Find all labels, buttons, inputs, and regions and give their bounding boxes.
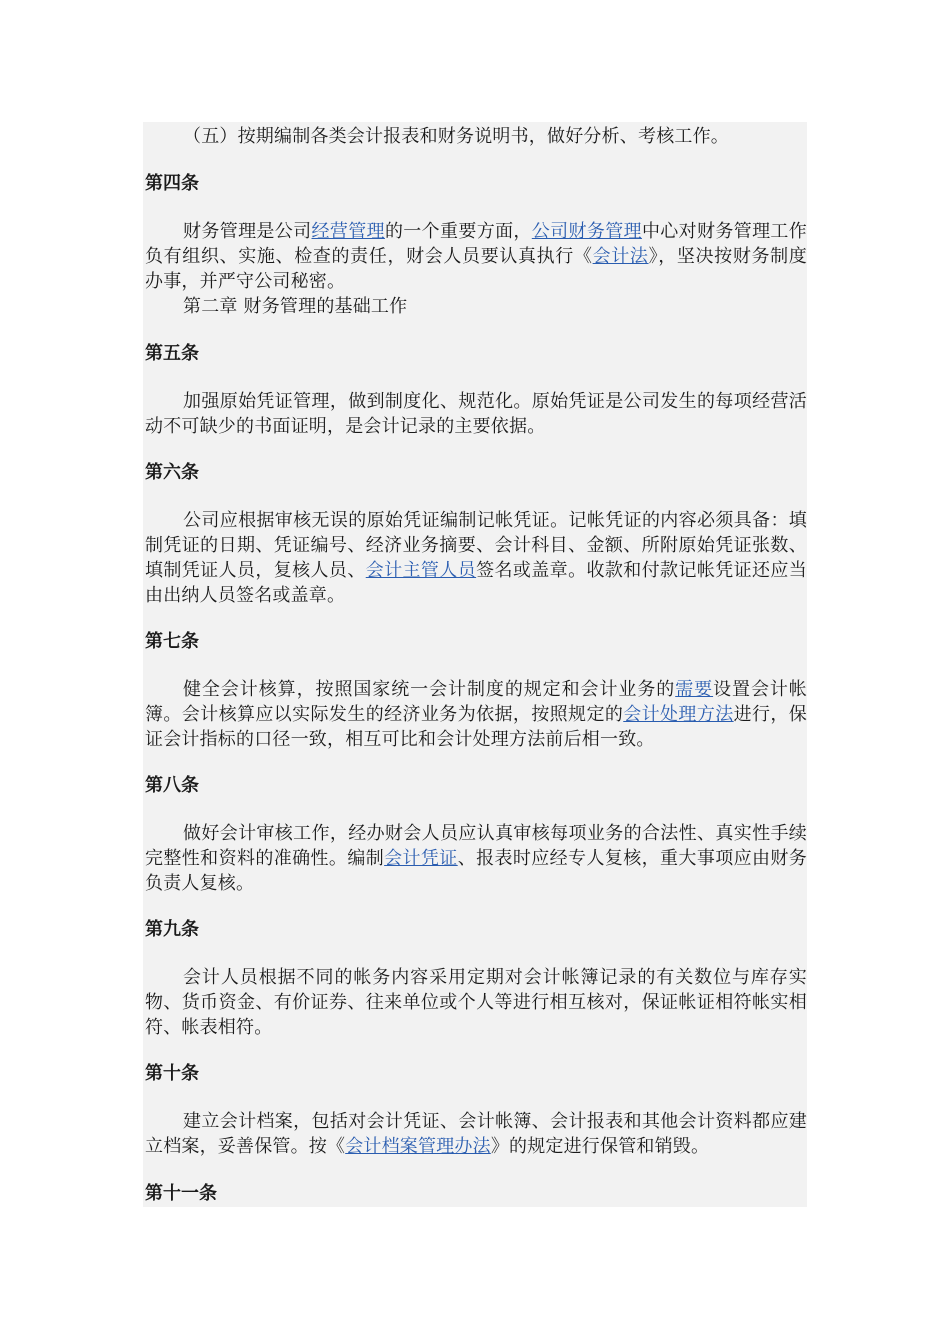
intro-paragraph: （五）按期编制各类会计报表和财务说明书，做好分析、考核工作。 [183, 126, 729, 147]
article-11-heading: 第十一条 [145, 1183, 217, 1204]
link-accounting-voucher[interactable]: 会计凭证 [384, 848, 458, 869]
article-5-heading: 第五条 [145, 343, 199, 364]
article-5-paragraph: 加强原始凭证管理，做到制度化、规范化。原始凭证是公司发生的每项经营活动不可缺少的书面证明，是会计记录的主要依据。 [145, 391, 807, 437]
link-company-finance-management[interactable]: 公司财务管理 [531, 221, 642, 242]
article-6-paragraph: 公司应根据审核无误的原始凭证编制记帐凭证。记帐凭证的内容必须具备：填制凭证的日期、凭证编号、经济业务摘要、会计科目、金额、所附原始凭证张数、填制凭证人员，复核人员、会计主管人员签名或盖章。收款和付款记帐凭证还应当由出纳人员签名或盖章。 [145, 510, 808, 606]
article-7-paragraph: 健全会计核算，按照国家统一会计制度的规定和会计业务的需要设置会计帐簿。会计核算应以实际发生的经济业务为依据，按照规定的会计处理方法进行，保证会计指标的口径一致，相互可比和会计处理方法前后相一致。 [145, 679, 808, 750]
article-9-heading: 第九条 [145, 919, 199, 940]
article-7-heading: 第七条 [145, 631, 199, 652]
article-6-heading: 第六条 [145, 462, 199, 483]
article-9-paragraph: 会计人员根据不同的帐务内容采用定期对会计帐簿记录的有关数位与库存实物、货币资金、有价证券、往来单位或个人等进行相互核对，保证帐证相符帐实相符、帐表相符。 [145, 967, 807, 1038]
link-needs[interactable]: 需要 [675, 679, 714, 700]
link-accounting-supervisor[interactable]: 会计主管人员 [365, 560, 477, 581]
article-8-paragraph: 做好会计审核工作，经办财会人员应认真审核每项业务的合法性、真实性手续完整性和资料的准确性。编制会计凭证、报表时应经专人复核，重大事项应由财务负责人复核。 [145, 823, 807, 894]
link-business-management[interactable]: 经营管理 [311, 221, 385, 242]
article-4-paragraph: 财务管理是公司经营管理的一个重要方面，公司财务管理中心对财务管理工作负有组织、实施、检查的责任，财会人员要认真执行《会计法》，坚决按财务制度办事，并严守公司秘密。 [145, 221, 807, 292]
link-accounting-method[interactable]: 会计处理方法 [623, 704, 734, 725]
article-4-heading: 第四条 [145, 173, 199, 194]
article-8-heading: 第八条 [145, 775, 199, 796]
article-10-paragraph: 建立会计档案，包括对会计凭证、会计帐簿、会计报表和其他会计资料都应建立档案，妥善保管。按《会计档案管理办法》的规定进行保管和销毁。 [145, 1111, 807, 1157]
link-accounting-law[interactable]: 会计法 [592, 246, 649, 267]
link-archive-management[interactable]: 会计档案管理办法 [345, 1136, 491, 1157]
chapter-2-title: 第二章 财务管理的基础工作 [183, 296, 408, 317]
article-10-heading: 第十条 [145, 1063, 199, 1084]
